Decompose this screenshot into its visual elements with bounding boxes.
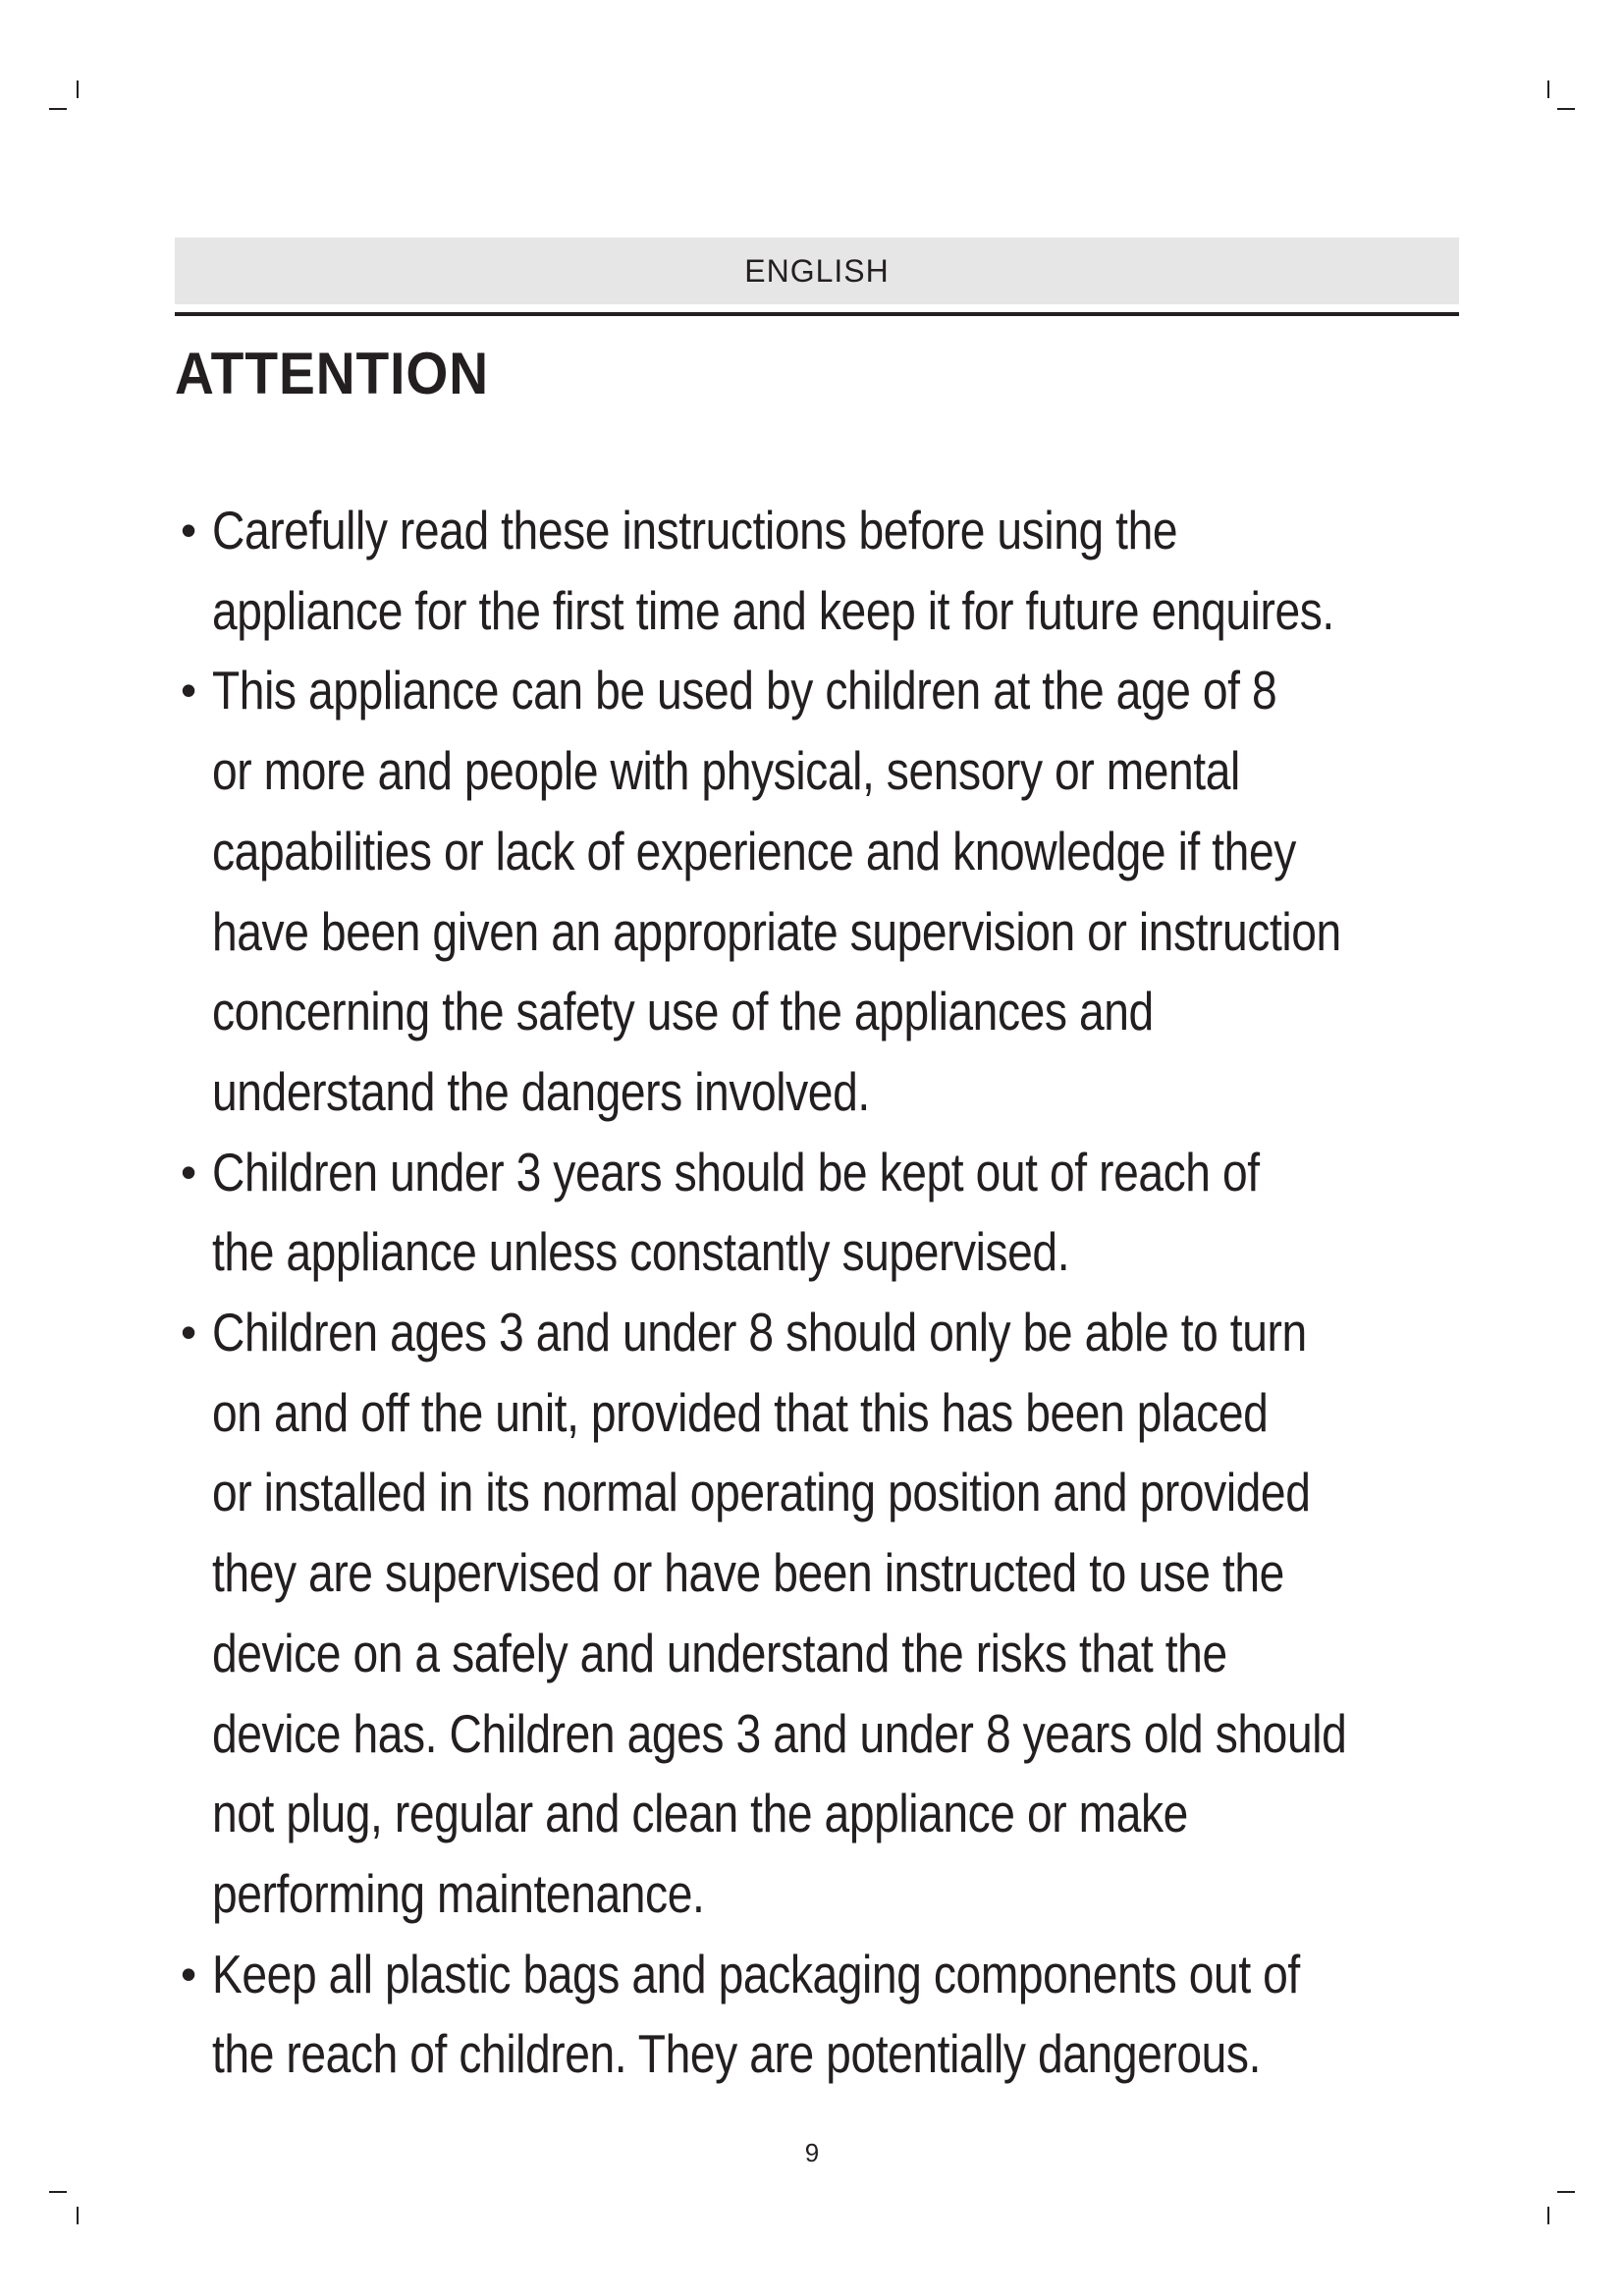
bullet-icon: • (181, 1146, 196, 1198)
crop-mark-top-right-h (1557, 108, 1575, 110)
list-item-text: Children under 3 years should be kept out of reach of the appliance unless constantly supervised. (212, 1141, 1260, 1283)
crop-mark-bottom-right-h (1557, 2191, 1575, 2193)
list-item (173, 491, 1469, 651)
list-item-text: Carefully read these instructions before using the appliance for the first time and keep it for future enquires. (212, 500, 1334, 641)
header-rule (175, 312, 1459, 316)
section-title: ATTENTION (175, 341, 490, 406)
list-item (173, 651, 1469, 1132)
crop-mark-bottom-left-v (77, 2207, 79, 2224)
list-item (173, 1133, 1469, 1293)
language-label: ENGLISH (744, 252, 890, 289)
page-number: 9 (804, 2138, 820, 2167)
bullet-icon: • (181, 665, 196, 717)
list-item (173, 1293, 1469, 1935)
instruction-list (173, 491, 1469, 2095)
bullet-icon: • (181, 1948, 196, 2000)
crop-mark-top-left-v (77, 80, 79, 98)
list-item-text: Keep all plastic bags and packaging components out of the reach of children. They are potentially dangerous. (212, 1943, 1300, 2085)
list-item-text: Children ages 3 and under 8 should only be able to turn on and off the unit, provided that this has been placed or installed in its normal operating position and provided they are supervised or have been instructed to use the device on a safely and understand the risks that the device has. Children ages 3 and under 8 years old should not plug, regular and clean the appliance or make performing maintenance. (212, 1302, 1347, 1924)
crop-mark-bottom-left-h (49, 2191, 67, 2193)
crop-mark-top-right-v (1547, 80, 1549, 98)
list-item (173, 1935, 1469, 2095)
crop-mark-top-left-h (49, 108, 67, 110)
bullet-icon: • (181, 505, 196, 556)
bullet-icon: • (181, 1307, 196, 1359)
list-item-text: This appliance can be used by children at the age of 8 or more and people with physical, sensory or mental capabilities or lack of experience and knowledge if they have been given an appropriate supervision or instruction concerning the safety use of the appliances and understand the dangers involved. (212, 660, 1341, 1122)
language-header-bar (175, 238, 1459, 304)
crop-mark-bottom-right-v (1547, 2207, 1549, 2224)
